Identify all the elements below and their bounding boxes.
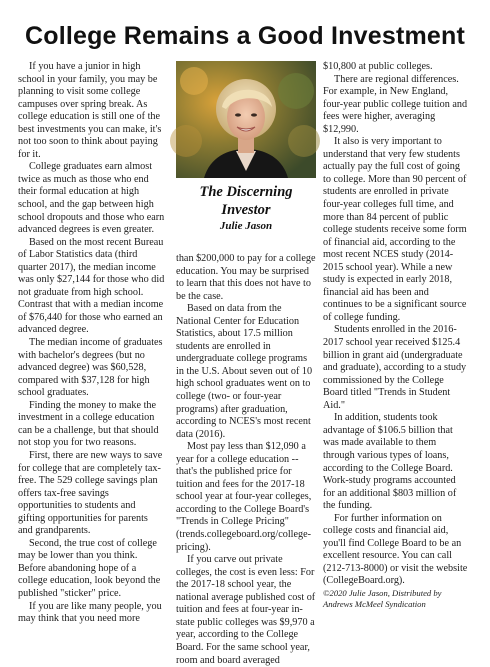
- column-title: The Discerning Investor: [199, 184, 293, 218]
- paragraph: than $200,000 to pay for a college education. You may be surprised to learn that this does not have to be the case.: [176, 253, 316, 302]
- article-column-1: [18, 61, 165, 626]
- headline: College Remains a Good Investment: [24, 22, 466, 50]
- paragraph: If you have a junior in high school in your family, you may be planning to visit some college campuses over spring break. As college education is still one of the best investments you can make, it's not too soon to think about paying for it.: [18, 61, 162, 160]
- column-byline: [176, 183, 316, 233]
- author-name: Julie Jason: [219, 220, 273, 232]
- paragraph: In addition, students took advantage of $106.5 billion that was made available to them through various types of loans, according to the College Board. Work-study programs accounted for an additional $803 million of the funding.: [323, 412, 457, 512]
- paragraph: First, there are new ways to save for college that are completely tax-free. The 529 college savings plan offers tax-free savings opportunities to students and gifting opportunities for parents and grandparents.: [18, 449, 163, 537]
- paragraph: If you carve out private colleges, the cost is even less: For the 2017-18 school year, the national average published cost of tuition and fees at four-year in-state public colleges was $9,970 a year, according to the College Board. For the same school year, room and board averaged: [176, 554, 316, 666]
- paragraph: Students enrolled in the 2016-2017 school year received $125.4 billion in grant aid (undergraduate and graduate), according to a study commissioned by the College Board titled "Trends in Student Aid.": [323, 324, 467, 411]
- paragraph: There are regional differences. For example, in New England, four-year public college tuition and fees were higher, averaging $12,990.: [323, 73, 468, 135]
- author-headshot-photo: [176, 61, 316, 178]
- paragraph: It also is very important to understand that very few students actually pay the full cost of going to college. More than 90 percent of students are enrolled in private four-year colleges full time, and more than 84 percent of public college students receive some form of financial aid, according to the most recent NCES study (2014-2015 school year). While a new study is expected in early 2018, financial aid has been and continues to be a significant source of college funding.: [323, 136, 467, 323]
- paragraph: Second, the true cost of college may be lower than you think. Before abandoning hope of a college education, look beyond the published "sticker" price.: [18, 537, 161, 599]
- copyright-notice: ©2020 Julie Jason, Distributed by Andrews McMeel Syndication: [323, 587, 442, 609]
- paragraph: Finding the money to make the investment in a college education can be a challenge, but that should not stop you for two reasons.: [18, 399, 159, 449]
- paragraph: Based on data from the National Center for Education Statistics, about 17.5 million students are enrolled in undergraduate college programs in the U.S. About seven out of 10 high school graduates went on to college (two- or four-year programs) after graduation, according to NCES's most recent data (2016).: [176, 303, 313, 440]
- paragraph: If you are like many people, you may think that you need more: [18, 600, 162, 625]
- article-column-3: [323, 61, 470, 610]
- paragraph: $10,800 at public colleges.: [323, 61, 433, 72]
- paragraph: College graduates earn almost twice as much as those who end their formal education at high school, and the gap between high school dropouts and those who earn advanced degrees is even greater.: [18, 161, 165, 236]
- paragraph: The median income of graduates with bachelor's degrees (but no advanced degree) was $60,528, compared with $37,128 for high school graduates.: [18, 337, 163, 399]
- article-column-2: [176, 253, 316, 667]
- paragraph: Most pay less than $12,090 a year for a college education -- that's the published price for tuition and fees for the 2017-18 school year at four-year colleges, according to the College Board's "Trends in College Pricing" (trends.collegeboard.org/college-pricing).: [176, 441, 312, 553]
- author-photo: [176, 61, 316, 178]
- paragraph: Based on the most recent Bureau of Labor Statistics data (third quarter 2017), the median income was only $27,144 for those who did not graduate from high school. Contrast that with a median income of $76,440 for those who earned an advanced degree.: [18, 236, 165, 336]
- paragraph: For further information on college costs and financial aid, you'll find College Board to be an excellent resource. You can call (212-713-8000) or visit the website (CollegeBoard.org).: [323, 512, 468, 587]
